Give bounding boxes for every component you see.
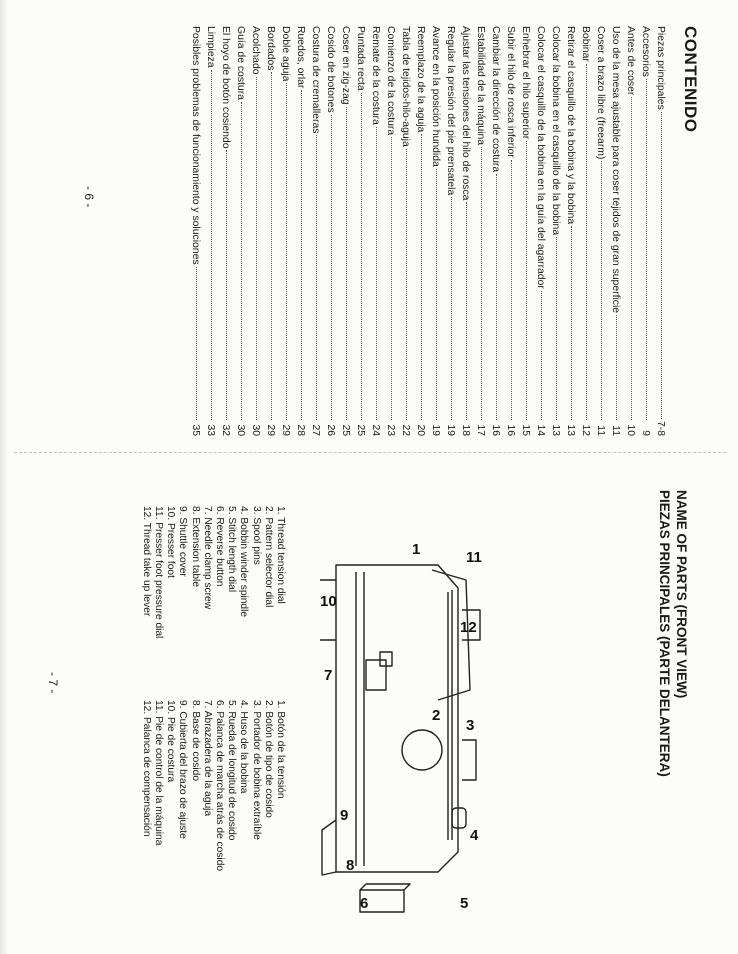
toc-item [383, 26, 398, 436]
toc-item-label: Antes de coser [625, 26, 636, 96]
toc-item-page: 17 [475, 424, 486, 436]
part-en-item: 5. Stitch length dial [226, 506, 238, 593]
toc-item [533, 26, 548, 436]
toc-item [428, 26, 443, 436]
toc-leader-dots [511, 160, 512, 420]
toc-item-page: 7-8 [655, 420, 666, 436]
toc-item-label: Colocar la bobina en el casquillo de la bobina [550, 26, 561, 236]
part-es-item: 12. Palanca de compensación [140, 700, 152, 837]
toc-item-page: 19 [430, 424, 441, 436]
toc-item [593, 26, 608, 436]
toc-item-label: Ajustar las tensiones del hilo de rosca [460, 26, 471, 201]
toc-leader-dots [346, 107, 347, 420]
part-es-item: 9. Cubierta del brazo de ajuste [177, 700, 189, 839]
part-es-item: 10. Pie de costura [165, 700, 177, 783]
toc-leader-dots [436, 169, 437, 420]
toc-leader-dots [211, 70, 212, 420]
part-en-item: 4. Bobbin winder spindle [238, 506, 250, 618]
part-es-item: 11. Pie de control de la máquina [152, 700, 164, 846]
toc-item-page: 13 [565, 424, 576, 436]
toc-leader-dots [586, 64, 587, 420]
part-es-item: 1. Botón de la tensión [275, 700, 286, 799]
toc-item [338, 26, 353, 436]
callout-2: 2 [432, 707, 441, 724]
callout-1: 1 [412, 541, 421, 558]
toc-item-label: Acolchado [250, 26, 261, 75]
toc-item [638, 26, 653, 436]
toc-item-label: Coser en zig-zag [340, 26, 351, 105]
toc-item-page: 27 [310, 424, 321, 436]
toc-item [503, 26, 518, 436]
toc-item-page: 32 [220, 424, 231, 436]
part-en-item: 10. Presser foot [165, 506, 177, 578]
toc-item-label: Uso de la mesa ajustable para coser tejidos de gran superficie [610, 26, 621, 314]
parts-title-en: NAME OF PARTS (FRONT VIEW) [674, 490, 689, 699]
base-outline [322, 820, 336, 875]
toc-item [653, 26, 668, 436]
toc-item [473, 26, 488, 436]
toc-item-page: 14 [535, 424, 546, 436]
free-arm [320, 580, 336, 640]
part-en-item: 7. Needle clamp screw [201, 506, 213, 610]
callout-11: 11 [466, 549, 482, 566]
toc-item [203, 26, 218, 436]
toc-item [548, 26, 563, 436]
callout-9: 9 [340, 807, 349, 824]
toc-item-label: Doble aguja [280, 26, 291, 82]
toc-leader-dots [631, 97, 632, 420]
page-number-right: - 7 - [46, 672, 60, 694]
hand-wheel [402, 730, 442, 770]
toc-item [278, 26, 293, 436]
toc-item-page: 12 [580, 424, 591, 436]
toc-item-page: 33 [205, 424, 216, 436]
toc-item-page: 23 [385, 424, 396, 436]
toc-item-label: Retirar el casquillo de la bobina y la bobina [565, 26, 576, 225]
toc-list [188, 26, 668, 436]
part-es-item: 6. Palanca de marcha atrás de cosido [213, 700, 225, 872]
toc-item-page: 10 [625, 424, 636, 436]
toc-item [218, 26, 233, 436]
part-en-item: 6. Reverse button [213, 506, 225, 587]
callout-4: 4 [470, 827, 479, 844]
toc-item-page: 30 [250, 424, 261, 436]
toc-item-label: Puntada recta [355, 26, 366, 91]
toc-leader-dots [601, 161, 602, 420]
toc-leader-dots [286, 83, 287, 420]
toc-item-label: Remate de la costura [370, 26, 381, 125]
toc-item [263, 26, 278, 436]
toc-item-label: Regular la presión del pie prensatela [445, 26, 456, 196]
toc-item-label: Enhebrar el hilo superior [520, 26, 531, 140]
toc-item-page: 11 [595, 425, 606, 436]
toc-item-page: 25 [340, 424, 351, 436]
toc-item [623, 26, 638, 436]
toc-item [188, 26, 203, 436]
toc-item-label: Estabilidad de la máquina [475, 26, 486, 145]
scan-edge-shadow [0, 0, 8, 954]
toc-item-page: 15 [520, 424, 531, 436]
toc-item-label: Piezas principales [655, 26, 666, 110]
part-es-item: 3. Portador de bobina extraíble [250, 700, 262, 840]
toc-item-page: 35 [190, 424, 201, 436]
sewing-machine-diagram [320, 540, 482, 920]
callout-10: 10 [320, 593, 337, 610]
table-of-contents [110, 26, 700, 436]
part-en-item: 12. Thread take up lever [140, 506, 152, 617]
toc-item-label: Comienzo de la costura [385, 26, 396, 136]
stripe-lines [448, 590, 452, 840]
part-es-item: 5. Rueda de longitud de cosido [226, 700, 238, 841]
callout-5: 5 [460, 895, 469, 912]
toc-leader-dots [466, 202, 467, 420]
toc-item [293, 26, 308, 436]
callout-6: 6 [360, 895, 369, 912]
toc-item-page: 22 [400, 424, 411, 436]
parts-title-es: PIEZAS PRINCIPALES (PARTE DELANTERA) [657, 490, 672, 777]
parts-list-spanish [140, 700, 286, 871]
toc-item-page: 13 [550, 424, 561, 436]
toc-item-label: Accesorios [640, 26, 651, 77]
parts-list-english [140, 506, 286, 638]
toc-leader-dots [421, 134, 422, 420]
toc-leader-dots [556, 237, 557, 420]
part-es-item: 8. Base de cosido [189, 700, 201, 781]
toc-item-page: 24 [370, 424, 381, 436]
callout-7: 7 [324, 667, 333, 684]
toc-item-page: 26 [325, 424, 336, 436]
toc-item-label: Costura de cremalleras [310, 26, 321, 134]
toc-item [578, 26, 593, 436]
toc-item [248, 26, 263, 436]
toc-item-label: Bobinar [580, 26, 591, 62]
toc-leader-dots [616, 315, 617, 420]
toc-leader-dots [331, 115, 332, 420]
toc-item-page: 16 [505, 424, 516, 436]
toc-title: CONTENIDO [681, 26, 700, 133]
toc-item-label: Coser a brazo libre (freearm) [595, 26, 606, 160]
toc-item-label: Reemplazo de la aguja [415, 26, 426, 133]
callout-12: 12 [460, 619, 477, 636]
part-en-item: 9. Shuttle cover [177, 506, 189, 577]
toc-item-label: El hoyo de botón cosiendo [220, 26, 231, 149]
toc-leader-dots [496, 174, 497, 420]
toc-item-label: Colocar el casquillo de la bobina en la guía del agarrador [535, 26, 546, 289]
toc-item [368, 26, 383, 436]
stitch-length-dial-shape [452, 808, 466, 828]
toc-leader-dots [301, 90, 302, 420]
toc-item-label: Avance en la posición hundida [430, 26, 441, 167]
toc-item-page: 30 [235, 424, 246, 436]
toc-item-page: 11 [610, 425, 621, 436]
part-en-item: 1. Thread tension dial [275, 506, 286, 604]
toc-leader-dots [271, 72, 272, 420]
toc-item [443, 26, 458, 436]
callout-3: 3 [466, 717, 475, 734]
toc-item-page: 25 [355, 424, 366, 436]
toc-item [233, 26, 248, 436]
toc-leader-dots [406, 149, 407, 420]
toc-item-page: 18 [460, 424, 471, 436]
toc-item [608, 26, 623, 436]
toc-leader-dots [376, 127, 377, 420]
toc-item-page: 16 [490, 424, 501, 436]
toc-leader-dots [241, 102, 242, 420]
arm-lines [356, 572, 364, 866]
page-fold-line [14, 452, 726, 453]
toc-leader-dots [316, 135, 317, 420]
parts-heading [656, 490, 690, 910]
toc-item-page: 20 [415, 424, 426, 436]
part-es-item: 4. Huso de la bobina [238, 700, 250, 794]
toc-item [413, 26, 428, 436]
toc-item-page: 29 [265, 424, 276, 436]
callout-8: 8 [346, 857, 355, 874]
toc-item-label: Cosido de botones [325, 26, 336, 113]
toc-item-page: 28 [295, 424, 306, 436]
page-number-left: - 6 - [82, 186, 96, 208]
toc-item [488, 26, 503, 436]
toc-leader-dots [451, 197, 452, 420]
toc-leader-dots [661, 112, 662, 419]
toc-leader-dots [226, 150, 227, 420]
toc-item-label: Ruedos, orlar [295, 26, 306, 89]
toc-leader-dots [646, 79, 647, 420]
part-es-item: 7. Abrazadera de la aguja [201, 700, 213, 817]
needle-area [366, 660, 386, 690]
toc-leader-dots [571, 226, 572, 420]
toc-item-label: Subir el hilo de rosca inferior [505, 26, 516, 158]
toc-leader-dots [256, 77, 257, 420]
toc-item [308, 26, 323, 436]
toc-leader-dots [391, 137, 392, 420]
part-en-item: 3. Spool pins [250, 506, 262, 565]
toc-item-label: Cambiar la dirección de costura [490, 26, 501, 173]
toc-item [323, 26, 338, 436]
toc-leader-dots [361, 93, 362, 420]
part-es-item: 2. Botón de tipo de cosido [262, 700, 274, 818]
toc-item-label: Tabla de tejidos-hilo-aguja [400, 26, 411, 147]
toc-item [458, 26, 473, 436]
toc-item-label: Limpieza [205, 26, 216, 68]
toc-leader-dots [196, 267, 197, 420]
toc-item-label: Bordados [265, 26, 276, 71]
toc-item [398, 26, 413, 436]
part-en-item: 11. Presser foot pressure dial [152, 506, 164, 639]
toc-leader-dots [481, 147, 482, 420]
part-en-item: 2. Pattern selector dial [262, 506, 274, 608]
toc-item-page: 29 [280, 424, 291, 436]
toc-item-page: 9 [640, 430, 651, 436]
part-en-item: 8. Extension table [189, 506, 201, 587]
toc-leader-dots [526, 141, 527, 420]
toc-leader-dots [541, 291, 542, 420]
toc-item-label: Posibles problemas de funcionamiento y soluciones [190, 26, 201, 265]
toc-item [518, 26, 533, 436]
toc-item [353, 26, 368, 436]
toc-item-label: Guía de costura [235, 26, 246, 100]
toc-item [563, 26, 578, 436]
toc-item-page: 19 [445, 424, 456, 436]
